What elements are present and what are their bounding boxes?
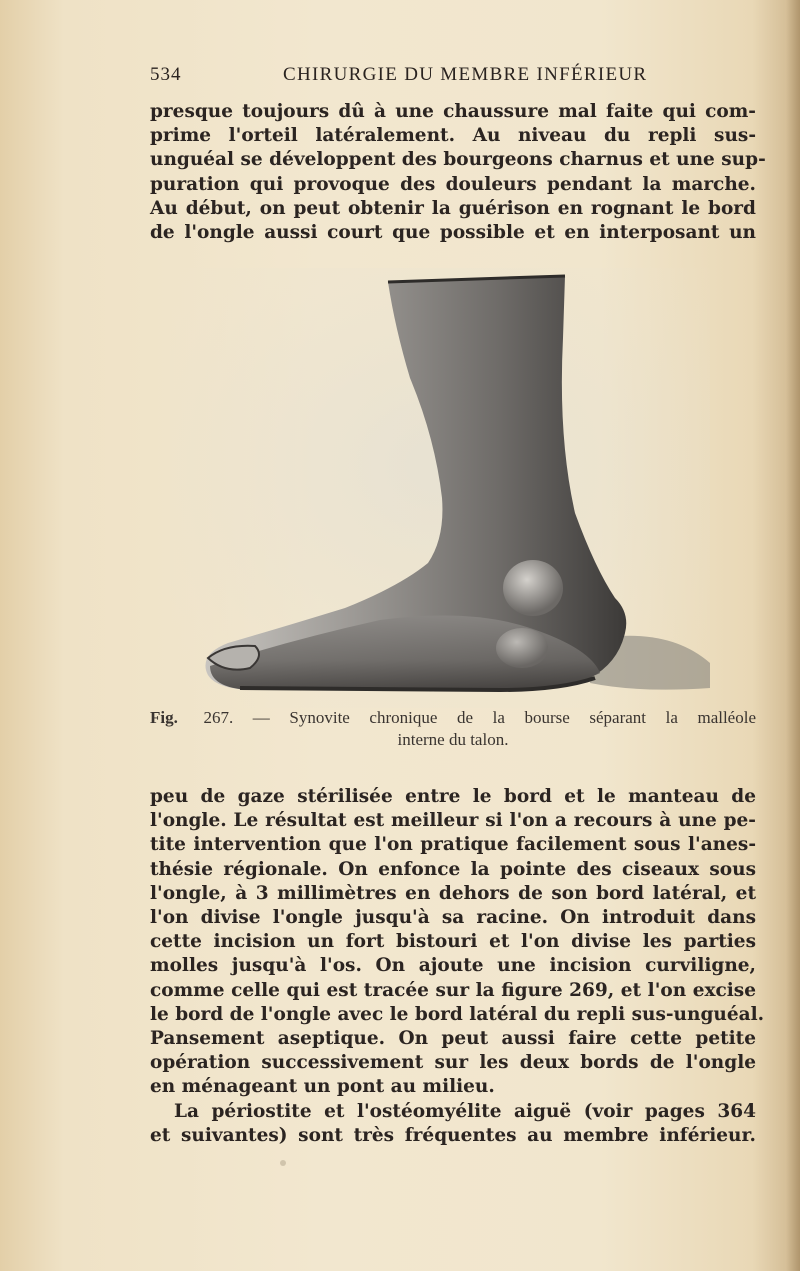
text-line: Au début, on peut obtenir la guérison en rognant le bord xyxy=(150,197,756,219)
text-line: unguéal se développent des bourgeons charnus et une sup- xyxy=(150,149,766,171)
text-line: presque toujours dû à une chaussure mal faite qui com- xyxy=(150,101,756,122)
text-line: opération successivement sur les deux bords de l'ongle xyxy=(150,1052,756,1074)
text-line: l'ongle, à 3 millimètres en dehors de son bord latéral, et xyxy=(150,882,756,904)
caption-text-2: interne du talon. xyxy=(397,730,509,749)
synovitis-swelling xyxy=(503,560,563,616)
text-line: thésie régionale. On enfonce la pointe des ciseaux sous xyxy=(150,858,756,880)
text-line: l'on divise l'ongle jusqu'à sa racine. On introduit dans xyxy=(150,907,756,929)
text-line-indented: La périostite et l'ostéomyélite aiguë (voir pages 364 xyxy=(174,1100,756,1122)
text-line: cette incision un fort bistouri et l'on divise les parties xyxy=(150,931,756,953)
text-line: molles jusqu'à l'os. On ajoute une incision curviligne, xyxy=(150,955,756,977)
caption-text: — Synovite chronique de la bourse séparant la malléole xyxy=(252,708,757,727)
figure-number: 267. xyxy=(203,708,234,727)
paragraph-bottom xyxy=(150,785,765,1148)
text-line: prime l'orteil latéralement. Au niveau du repli sus- xyxy=(150,125,756,147)
page-number: 534 xyxy=(150,64,182,85)
page-edge-shadow xyxy=(786,0,800,1271)
malleolus-bump xyxy=(496,628,548,668)
running-head xyxy=(150,64,750,88)
text-line: Pansement aseptique. On peut aussi faire cette petite xyxy=(150,1028,756,1050)
text-line: peu de gaze stérilisée entre le bord et le manteau de xyxy=(150,786,756,807)
text-line: l'ongle. Le résultat est meilleur si l'on a recours à une pe- xyxy=(150,810,756,832)
text-line: tite intervention que l'on pratique facilement sous l'anes- xyxy=(150,834,756,856)
text-line: le bord de l'ongle avec le bord latéral du repli sus-unguéal. xyxy=(150,1003,765,1025)
paper-speck xyxy=(280,1160,286,1166)
text-line: puration qui provoque des douleurs pendant la marche. xyxy=(150,173,756,195)
foot-figure xyxy=(170,268,710,708)
figure-label: Fig. xyxy=(150,708,178,727)
figure-caption xyxy=(150,707,756,751)
running-title: CHIRURGIE DU MEMBRE INFÉRIEUR xyxy=(283,64,648,85)
text-line: et suivantes) sont très fréquentes au membre inférieur. xyxy=(150,1124,756,1146)
text-line: de l'ongle aussi court que possible et en interposant un xyxy=(150,222,756,244)
paragraph-top xyxy=(150,100,766,245)
text-line: comme celle qui est tracée sur la figure 269, et l'on excise xyxy=(150,979,756,1001)
text-line: en ménageant un pont au milieu. xyxy=(150,1076,495,1098)
